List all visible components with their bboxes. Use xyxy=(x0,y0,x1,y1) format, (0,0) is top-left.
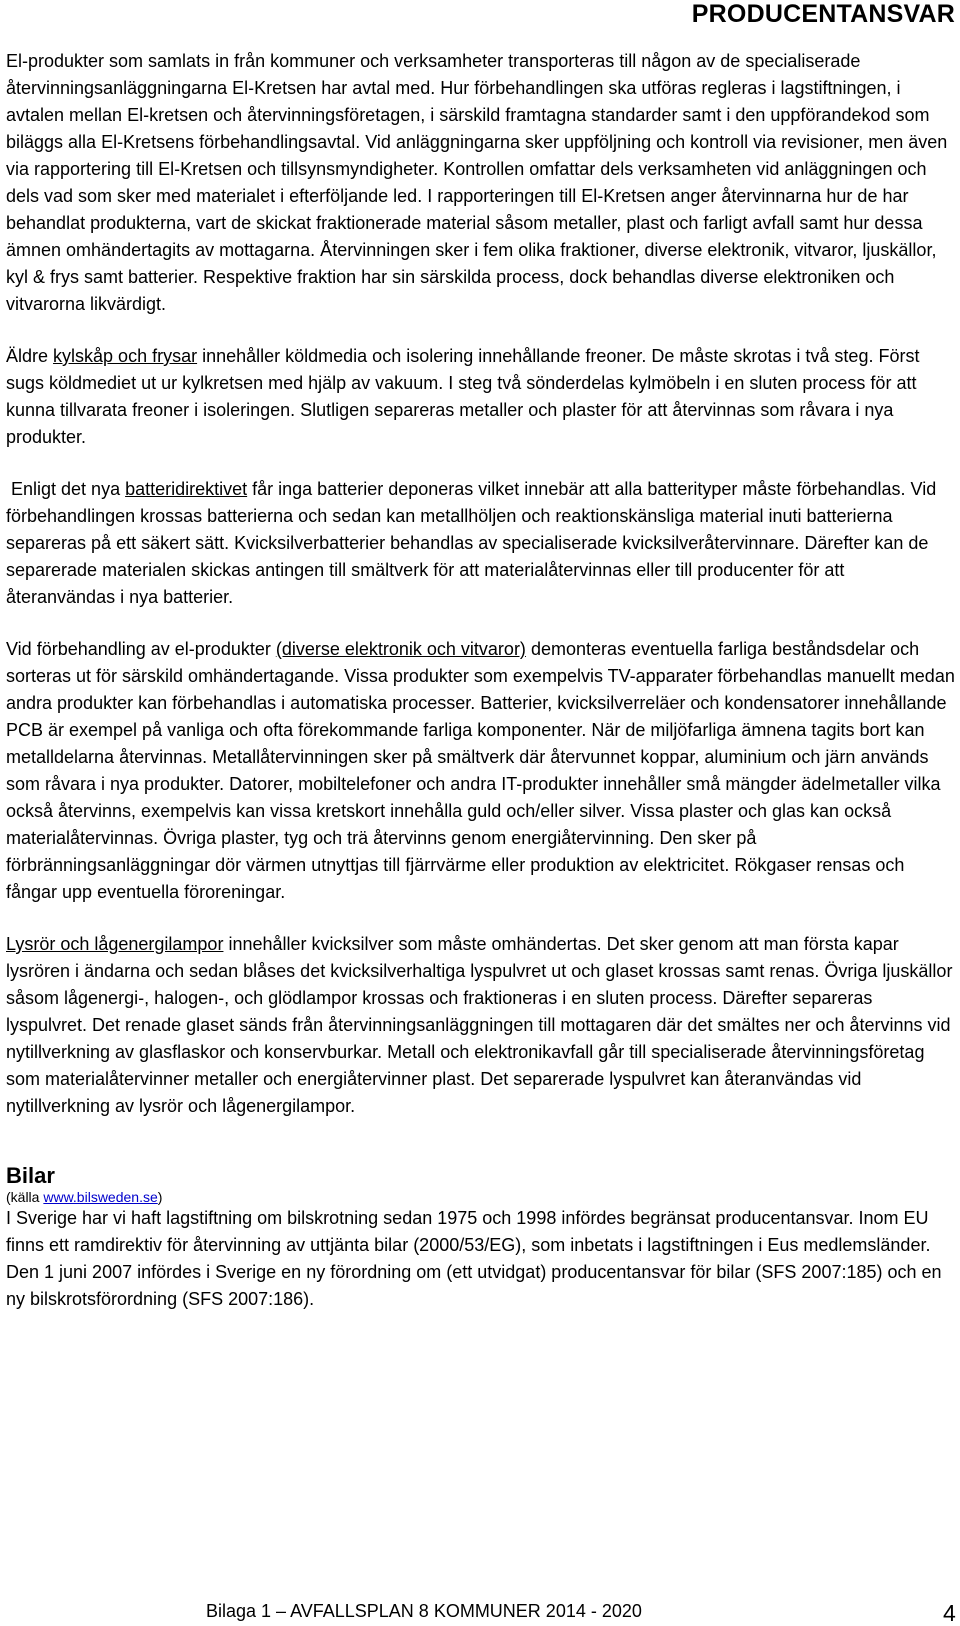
paragraph-text: får inga batterier deponeras vilket innebär att alla batterityper måste förbehandlas. Vid förbehandlingen krossas batterierna och sedan kan metallhöljen och reaktionskänsliga material inuti batterierna separeras på ett säkert sätt. Kvicksilverbatterier behandlas av specialiserade kvicksilveråtervinnare. Därefter kan de separerade materialen skickas antingen till smältverk för att materialåtervinnas eller till producenter för att återanvändas i nya batterier. xyxy=(6,479,937,607)
paragraph-text: innehåller kvicksilver som måste omhändertas. Det sker genom att man första kapar lysrören i ändarna och sedan blåses det kvicksilverhaltiga lyspulvret ut och glaset krossas samt renas. Övriga ljuskällor såsom lågenergi-, halogen-, och glödlampor krossas och fraktioneras i en sluten process. Därefter separeras lyspulvret. Det renade glaset sänds från återvinningsanläggningen till mottagaren där det smältes ner och återvinns vid nytillverkning av glasflaskor och konservburkar. Metall och elektronikavfall går till specialiserade återvinningsföretag som materialåtervinner metaller och energiåtervinner plast. Det separerade lyspulvret kan återanvändas vid nytillverkning av lysrör och lågenergilampor. xyxy=(6,934,953,1116)
paragraph-text: Enligt det nya xyxy=(6,479,126,499)
batteridirektivet-link[interactable]: batteridirektivet xyxy=(125,479,248,499)
kylskap-link[interactable]: kylskåp och frysar xyxy=(53,346,198,366)
paragraph-bilar: I Sverige har vi haft lagstiftning om bilskrotning sedan 1975 och 1998 infördes begränsat producentansvar. Inom EU finns ett ramdirektiv för återvinning av uttjänta bilar (2000/53/EG), som inbetats i lagstiftningen i Eus medlemsländer. Den 1 juni 2007 infördes i Sverige en ny förordning om (ett utvidgat) producentansvar för bilar (SFS 2007:185) och en ny bilskrotsförordning (SFS 2007:186). xyxy=(6,1208,942,1309)
paragraph-text: demonteras eventuella farliga beståndsdelar och sorteras ut för särskild omhändertagande. Vissa produkter som exempelvis TV-apparater förbehandlas manuellt medan andra produkter kan förbehandlas i automatiska processer. Batterier, kvicksilverreläer och kondensatorer innehållande PCB är exempel på vanliga och ofta förekommande farliga komponenter. När de miljöfarliga ämnena tagits bort kan metalldelarna återvinnas. Metallåtervinningen sker på smältverk där återvunnet koppar, aluminium och järn används som råvara i nya produkter. Datorer, mobiltelefoner och andra IT-produkter innehåller små mängder ädelmetaller vilka också återvinns, exempelvis kan vissa kretskort innehålla guld och/eller silver. Vissa plaster och glas kan också materialåtervinnas. Övriga plaster, tyg och trä återvinns genom energiåtervinning. Den sker på förbränningsanläggningar dör värmen utnyttjas till fjärrvärme eller produktion av elektricitet. Rökgaser rensas och fångar upp eventuella föroreningar. xyxy=(6,639,955,902)
diverse-elektronik-link[interactable]: (diverse elektronik och vitvaror) xyxy=(275,639,526,659)
source-prefix: (källa xyxy=(6,1189,44,1205)
paragraph-el-kretsen: El-produkter som samlats in från kommuner och verksamheter transporteras till någon av de specialiserade återvinningsanläggningarna El-Kretsen har avtal med. Hur förbehandlingen ska utföras regleras i lagstiftningen, i avtalen mellan El-kretsen och återvinningsföretagen, i särskild framtagna standarder samt i den uppförandekod som biläggs alla El-Kretsens förbehandlingsavtal. Vid anläggningarna sker uppföljning och kontroll via revisioner, men även via rapportering till El-Kretsen och tillsynsmyndigheter. Kontrollen omfattar dels verksamheten vid anläggningen och dels vad som sker med materialet i efterföljande led. I rapporteringen till El-Kretsen anger återvinnarna hur de har behandlat produkterna, vart de skickat fraktionerade material såsom metaller, plast och farligt avfall samt hur dessa ämnen omhändertagits av mottagarna. Återvinningen sker i fem olika fraktioner, diverse elektronik, vitvaror, ljuskällor, kyl & frys samt batterier. Respektive fraktion har sin särskilda process, dock behandlas diverse elektroniken och vitvarorna likvärdigt. xyxy=(6,51,948,314)
source-note xyxy=(6,1189,958,1205)
paragraph-text: Äldre xyxy=(6,346,54,366)
page-number: 4 xyxy=(943,1600,956,1626)
section-heading-bilar: Bilar xyxy=(6,1163,55,1188)
paragraph-lysror xyxy=(6,931,958,1120)
paragraph-text: Vid förbehandling av el-produkter xyxy=(6,639,276,659)
bilsweden-link[interactable]: www.bilsweden.se xyxy=(43,1189,158,1205)
page-header-title: PRODUCENTANSVAR xyxy=(691,0,955,28)
paragraph-batterier xyxy=(6,476,958,611)
source-suffix: ) xyxy=(157,1189,163,1205)
paragraph-el-produkter xyxy=(6,636,958,906)
paragraph-kylskap xyxy=(6,343,958,451)
paragraph-text: innehåller köldmedia och isolering innehållande freoner. De måste skrotas i två steg. Först sugs köldmediet ut ur kylkretsen med hjälp av vakuum. I steg två sönderdelas kylmöbeln i en sluten process för att kunna tillvarata freoner i isoleringen. Slutligen separeras metaller och plaster för att återvinnas som råvara i nya produkter. xyxy=(6,346,920,447)
document-body xyxy=(6,48,958,1313)
footer-text: Bilaga 1 – AVFALLSPLAN 8 KOMMUNER 2014 - 2020 xyxy=(206,1601,642,1621)
lysror-link[interactable]: Lysrör och lågenergilampor xyxy=(6,934,224,954)
